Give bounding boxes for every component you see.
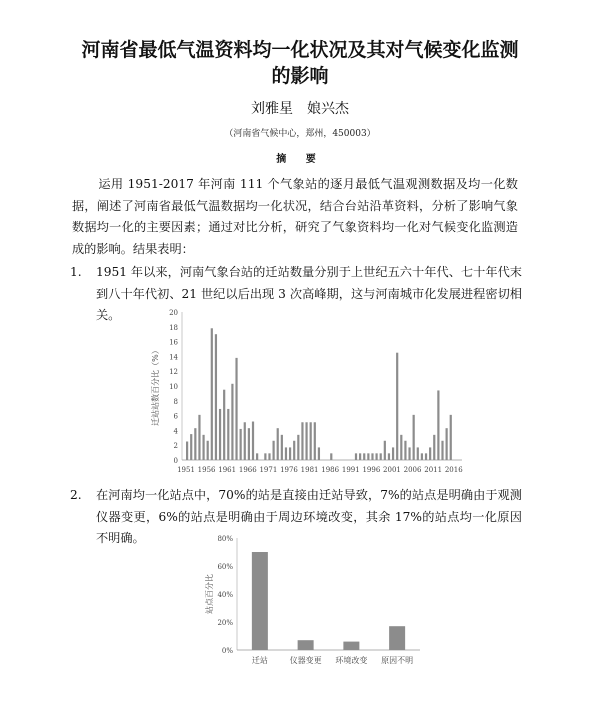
bar-1976 bbox=[289, 447, 291, 460]
x-tick-label: 1986 bbox=[321, 466, 340, 474]
bar-1953 bbox=[194, 428, 196, 460]
bar-1993 bbox=[359, 453, 361, 460]
bar-1974 bbox=[281, 435, 283, 460]
item-1-text: 1951 年以来，河南气象台站的迁站数量分别于上世纪五六十年代、七十年代末到八十年代初、21 世纪以后出现 3 次高峰期，这与河南城市化发展进程密切相关。 bbox=[96, 265, 522, 322]
affiliation: （河南省气候中心，郑州，450003） bbox=[224, 129, 376, 139]
x-tick-label: 1996 bbox=[362, 466, 381, 474]
cause-bar-chart bbox=[0, 530, 600, 680]
y-tick-label: 12 bbox=[169, 368, 178, 377]
bar-1992 bbox=[355, 453, 357, 460]
x-tick-label: 1971 bbox=[259, 466, 278, 474]
bar-2011 bbox=[433, 435, 435, 460]
bar-原因不明 bbox=[389, 626, 405, 650]
bar-1995 bbox=[367, 453, 369, 460]
y-tick-label: 2 bbox=[173, 442, 178, 451]
bar-1998 bbox=[380, 453, 382, 460]
bar-环境改变 bbox=[343, 642, 359, 650]
bar-2006 bbox=[413, 415, 415, 460]
x-tick-label: 环境改变 bbox=[335, 656, 368, 665]
bar-2012 bbox=[437, 390, 439, 460]
bar-1997 bbox=[375, 453, 377, 460]
bar-1959 bbox=[219, 409, 221, 460]
bar-1986 bbox=[330, 453, 332, 460]
relocation-bar-chart bbox=[0, 302, 600, 482]
bar-1962 bbox=[231, 384, 233, 460]
bar-1979 bbox=[301, 422, 303, 460]
x-tick-label: 2016 bbox=[444, 466, 463, 474]
bar-迁站 bbox=[252, 552, 268, 650]
bar-1965 bbox=[244, 422, 246, 460]
y-tick-label: 16 bbox=[169, 338, 178, 347]
y-tick-label: 20% bbox=[217, 619, 233, 627]
x-tick-label: 仪器变更 bbox=[289, 656, 322, 665]
y-tick-label: 4 bbox=[173, 427, 178, 436]
bar-1983 bbox=[318, 447, 320, 460]
bar-1963 bbox=[235, 358, 237, 460]
bar-1961 bbox=[227, 409, 229, 460]
bar-1968 bbox=[256, 453, 258, 460]
abstract-text: 运用 1951-2017 年河南 111 个气象站的逐月最低气温观测数据及均一化数据，阐述了河南省最低气温数据均一化状况，结合台站沿革资料，分析了影响气象数据均一化的主要因素；通过对比分析，研究了气象资料均一化对气候变化监测造成的影响。结果表明： bbox=[72, 177, 518, 256]
bar-1955 bbox=[202, 435, 204, 460]
bar-1964 bbox=[240, 429, 242, 460]
bar-2002 bbox=[396, 353, 398, 460]
y-tick-label: 60% bbox=[217, 563, 233, 571]
bar-2001 bbox=[392, 447, 394, 460]
bar-1971 bbox=[268, 453, 270, 460]
y-tick-label: 0 bbox=[173, 457, 178, 465]
item-2-number: 2. bbox=[70, 488, 82, 502]
x-tick-label: 1991 bbox=[341, 466, 360, 474]
y-tick-label: 8 bbox=[173, 397, 178, 406]
bar-2004 bbox=[404, 441, 406, 460]
bar-1954 bbox=[198, 415, 200, 460]
bar-仪器变更 bbox=[298, 640, 314, 650]
bar-1972 bbox=[273, 441, 275, 460]
x-tick-label: 1951 bbox=[177, 466, 195, 474]
bar-2003 bbox=[400, 435, 402, 460]
x-tick-label: 原因不明 bbox=[381, 656, 414, 665]
bar-2013 bbox=[441, 441, 443, 460]
y-tick-label: 10 bbox=[169, 383, 178, 391]
x-tick-label: 2006 bbox=[403, 466, 422, 474]
x-tick-label: 1966 bbox=[238, 466, 257, 474]
y-tick-label: 40% bbox=[217, 591, 233, 599]
bar-2009 bbox=[425, 453, 427, 460]
bar-1977 bbox=[293, 441, 295, 460]
bar-2010 bbox=[429, 447, 431, 460]
paper-title-line-2: 的影响 bbox=[271, 65, 329, 87]
bar-2014 bbox=[446, 428, 448, 460]
bar-1960 bbox=[223, 390, 225, 460]
x-tick-label: 1961 bbox=[218, 466, 237, 474]
y-tick-label: 20 bbox=[169, 309, 178, 317]
bar-1975 bbox=[285, 447, 287, 460]
x-tick-label: 1976 bbox=[280, 466, 298, 474]
abstract-heading: 摘 要 bbox=[276, 154, 324, 165]
bar-1996 bbox=[371, 453, 373, 460]
bar-1980 bbox=[305, 422, 307, 460]
bar-1967 bbox=[252, 422, 254, 460]
bar-1994 bbox=[363, 453, 365, 460]
bar-1951 bbox=[186, 442, 188, 461]
bar-1970 bbox=[264, 453, 266, 460]
bar-1966 bbox=[248, 428, 250, 460]
y-tick-label: 0% bbox=[221, 647, 233, 655]
x-tick-label: 1981 bbox=[300, 466, 319, 474]
y-tick-label: 6 bbox=[173, 412, 178, 421]
bar-1982 bbox=[314, 422, 316, 460]
x-tick-label: 迁站 bbox=[251, 656, 268, 665]
y-axis-label: 站点百分比 bbox=[205, 574, 214, 614]
bar-1981 bbox=[310, 422, 312, 460]
item-1-number: 1. bbox=[70, 265, 82, 279]
bar-1978 bbox=[297, 435, 299, 460]
abstract-paragraph bbox=[72, 174, 518, 260]
bar-1999 bbox=[384, 441, 386, 460]
bar-1973 bbox=[277, 428, 279, 460]
x-tick-label: 2011 bbox=[424, 466, 443, 474]
x-tick-label: 1956 bbox=[197, 466, 216, 474]
bar-2008 bbox=[421, 453, 423, 460]
bar-2000 bbox=[388, 453, 390, 460]
bar-2015 bbox=[450, 415, 452, 460]
paper-title-line-1: 河南省最低气温资料均一化状况及其对气候变化监测 bbox=[81, 39, 519, 61]
y-tick-label: 80% bbox=[217, 535, 233, 543]
bar-2007 bbox=[417, 447, 419, 460]
authors: 刘雅星 娘兴杰 bbox=[251, 101, 349, 117]
bar-1956 bbox=[207, 441, 209, 460]
item-2-text: 在河南均一化站点中，70%的站是直接由迁站导致，7%的站点是明确由于观测仪器变更，6%的站点是明确由于周边环境改变，其余 17%的站点均一化原因不明确。 bbox=[96, 488, 522, 545]
x-tick-label: 2001 bbox=[383, 466, 401, 474]
y-axis-label: 迁站站数百分比（%） bbox=[151, 346, 160, 426]
y-tick-label: 18 bbox=[169, 323, 178, 332]
bar-1957 bbox=[211, 328, 213, 460]
bar-1952 bbox=[190, 434, 192, 460]
y-tick-label: 14 bbox=[169, 353, 178, 362]
bar-2005 bbox=[408, 447, 410, 460]
bar-1958 bbox=[215, 334, 217, 460]
